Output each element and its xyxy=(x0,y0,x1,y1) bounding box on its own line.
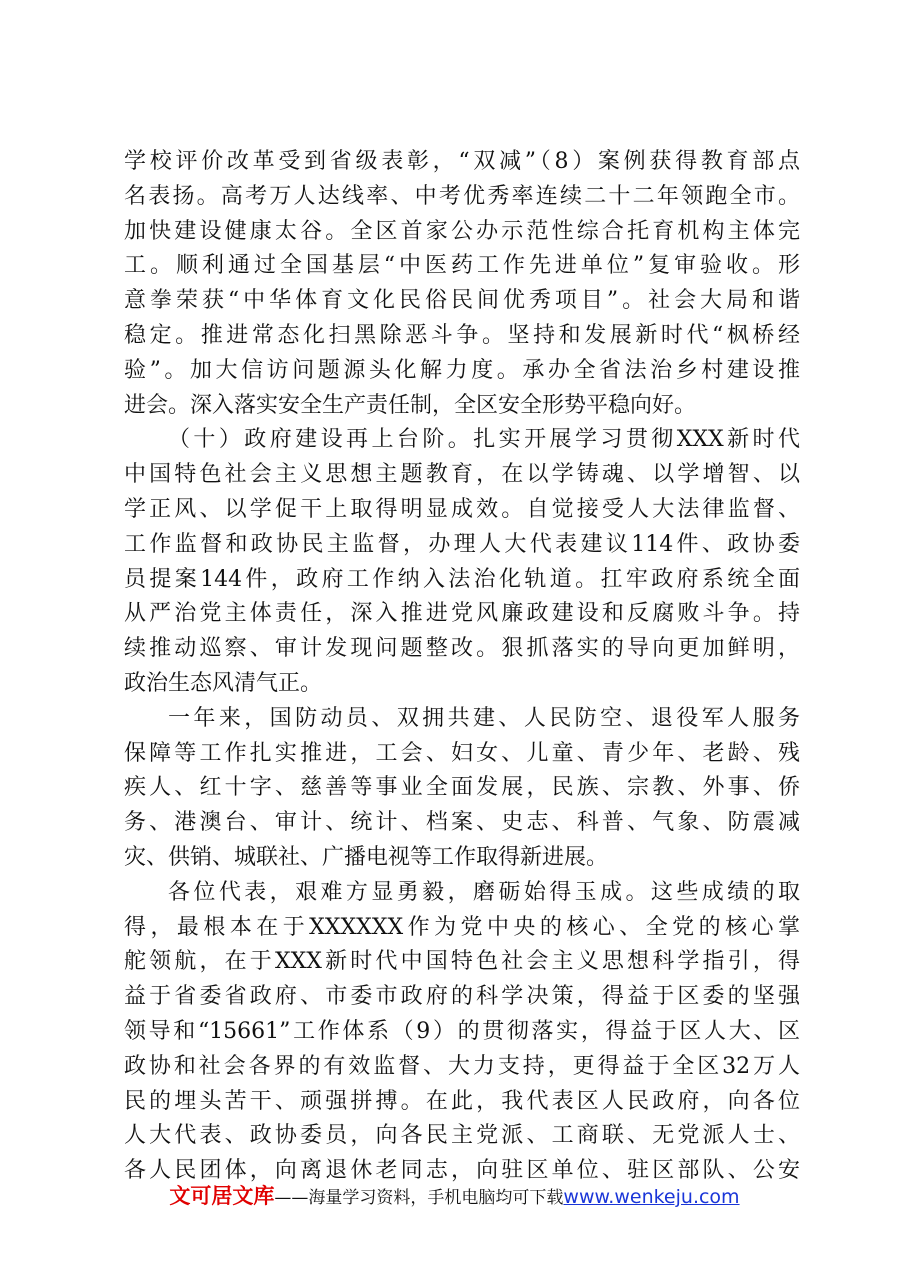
text-line: 进会。深入落实安全生产责任制，全区安全形势平稳向好。 xyxy=(124,392,697,418)
text-line: 从严治党主体责任，深入推进党风廉政建设和反腐败斗争。持 xyxy=(124,601,800,627)
text-line: 益于省委省政府、市委市政府的科学决策，得益于区委的坚强 xyxy=(124,984,800,1010)
text-line: 验”。加大信访问题源头化解力度。承办全省法治乡村建设推 xyxy=(124,357,800,383)
text-line: 中国特色社会主义思想主题教育，在以学铸魂、以学增智、以 xyxy=(124,462,800,488)
text-line: 员提案144件，政府工作纳入法治化轨道。扛牢政府系统全面 xyxy=(124,566,800,592)
text-line: 学正风、以学促干上取得明显成效。自觉接受人大法律监督、 xyxy=(124,496,800,522)
text-line: 舵领航，在于XXX新时代中国特色社会主义思想科学指引，得 xyxy=(124,949,800,975)
text-line: 加快建设健康太谷。全区首家公办示范性综合托育机构主体完 xyxy=(124,218,800,244)
text-line: 保障等工作扎实推进，工会、妇女、儿童、青少年、老龄、残 xyxy=(124,740,800,766)
body-text xyxy=(124,145,800,1189)
text-line: 稳定。推进常态化扫黑除恶斗争。坚持和发展新时代“枫桥经 xyxy=(124,322,800,348)
text-line: 民的埋头苦干、顽强拼搏。在此，我代表区人民政府，向各位 xyxy=(124,1088,800,1114)
text-line: 人大代表、政协委员，向各民主党派、工商联、无党派人士、 xyxy=(124,1123,800,1149)
text-line: 灾、供销、城联社、广播电视等工作取得新进展。 xyxy=(124,844,609,870)
footer-slogan: ——海量学习资料，手机电脑均可下载 xyxy=(274,1188,564,1208)
paragraph-first-line: 各位代表，艰难方显勇毅，磨砺始得玉成。这些成绩的取 xyxy=(168,879,800,905)
section-heading-line: （十）政府建设再上台阶。扎实开展学习贯彻XXX新时代 xyxy=(168,427,800,453)
text-line: 工。顺利通过全国基层“中医药工作先进单位”复审验收。形 xyxy=(124,253,800,279)
footer-url-link[interactable]: www.wenkeju.com xyxy=(563,1186,740,1208)
footer-brand: 文可居文库 xyxy=(169,1184,275,1208)
text-line: 领导和“15661”工作体系（9）的贯彻落实，得益于区人大、区 xyxy=(124,1018,800,1044)
text-line: 工作监督和政协民主监督，办理人大代表建议114件、政协委 xyxy=(124,531,800,557)
text-line: 各人民团体，向离退休老同志，向驻区单位、驻区部队、公安 xyxy=(124,1158,800,1184)
text-line: 务、港澳台、审计、统计、档案、史志、科普、气象、防震减 xyxy=(124,810,800,836)
text-line: 得，最根本在于XXXXXX作为党中央的核心、全党的核心掌 xyxy=(124,914,800,940)
text-line: 名表扬。高考万人达线率、中考优秀率连续二十二年领跑全市。 xyxy=(124,183,800,209)
text-line: 政治生态风清气正。 xyxy=(124,670,323,696)
text-line: 续推动巡察、审计发现问题整改。狠抓落实的导向更加鲜明， xyxy=(124,636,800,662)
paragraph-first-line: 一年来，国防动员、双拥共建、人民防空、退役军人服务 xyxy=(168,705,800,731)
text-line: 意拳荣获“中华体育文化民俗民间优秀项目”。社会大局和谐 xyxy=(124,288,800,314)
text-line: 疾人、红十字、慈善等事业全面发展，民族、宗教、外事、侨 xyxy=(124,775,800,801)
text-line: 学校评价改革受到省级表彰，“双减”（8）案例获得教育部点 xyxy=(124,149,800,174)
text-line: 政协和社会各界的有效监督、大力支持，更得益于全区32万人 xyxy=(124,1053,800,1079)
footer-banner xyxy=(0,1180,909,1210)
